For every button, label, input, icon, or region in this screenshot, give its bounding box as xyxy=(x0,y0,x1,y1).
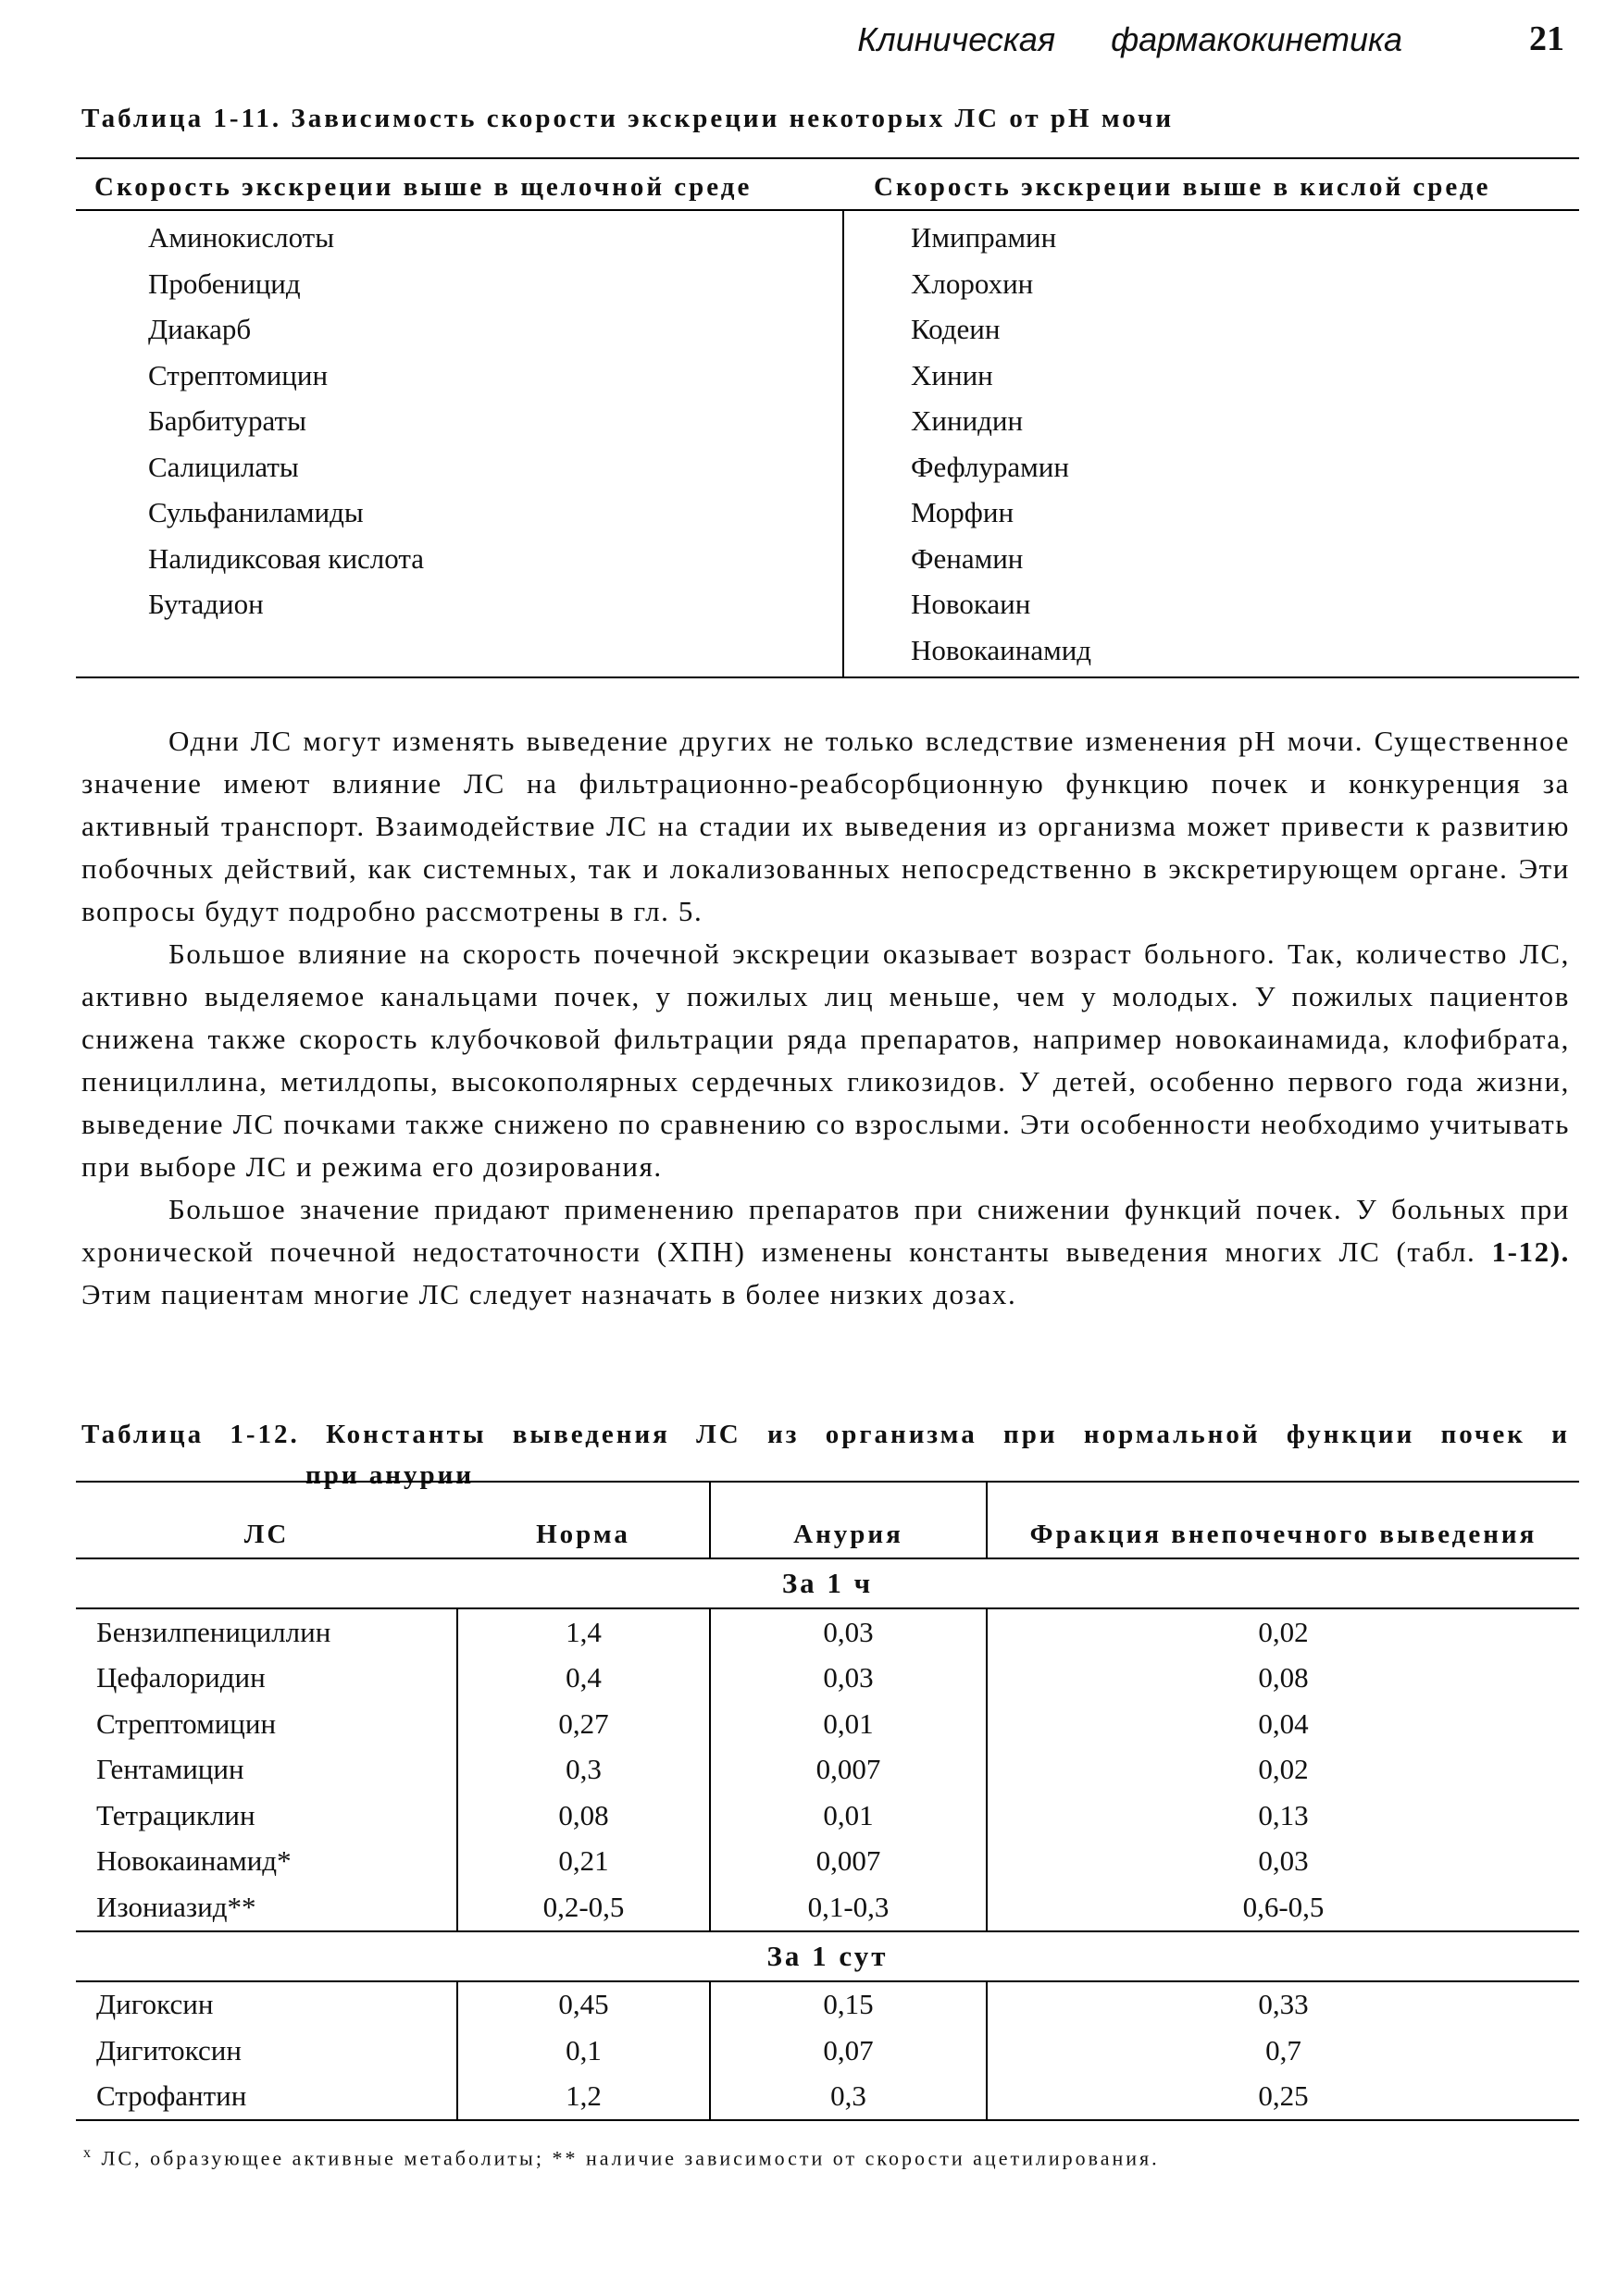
drug-list-item: Салицилаты xyxy=(148,450,299,483)
value-cell: 0,01 xyxy=(710,1701,987,1747)
drug-list-item: Кодеин xyxy=(911,313,1001,345)
drug-list-item: Аминокислоты xyxy=(148,221,335,254)
value-cell: 0,04 xyxy=(987,1701,1579,1747)
table-row xyxy=(76,1793,1579,1839)
value-cell: 0,1-0,3 xyxy=(710,1884,987,1931)
table-rule xyxy=(76,676,1579,678)
footnote-mark: x xyxy=(83,2145,93,2161)
body-text xyxy=(81,720,1570,1316)
acidic-column-header: Скорость экскреции выше в кислой среде xyxy=(874,172,1491,202)
drug-name-cell: Дигитоксин xyxy=(96,2033,242,2066)
table-1-11 xyxy=(76,159,1579,677)
alkaline-drug-list xyxy=(148,215,424,627)
running-title: Клиническая фармакокинетика xyxy=(857,20,1402,58)
drug-name-cell: Цефалоридин xyxy=(96,1661,266,1694)
table-row xyxy=(76,2028,1579,2074)
table-row xyxy=(76,2074,1579,2121)
value-cell: 0,45 xyxy=(457,1981,710,2029)
table-1-11-caption: Таблица 1-11. Зависимость скорости экскреции некоторых ЛС от рН мочи xyxy=(81,104,1175,133)
footnote xyxy=(83,2145,1160,2170)
column-divider xyxy=(842,209,844,677)
paragraph: Одни ЛС могут изменять выведение других не только вследствие изменения рН мочи. Существенное значение имеют влияние ЛС на фильтрационно-реабсорбционную функцию почек и конкуренция за активный транспорт. Взаимодействие ЛС на стадии их выведения из организма может привести к развитию побочных действий, как системных, так и локализованных непосредственно в экскретирующем органе. Эти вопросы будут подробно рассмотрены в гл. 5. xyxy=(81,725,1570,927)
drug-name-cell: Стрептомицин xyxy=(96,1706,277,1740)
drug-name-cell: Новокаинамид* xyxy=(96,1844,292,1878)
section-row xyxy=(76,1931,1579,1981)
value-cell: 0,1 xyxy=(457,2028,710,2074)
section-label: За 1 ч xyxy=(76,1558,1579,1608)
drug-list-item: Морфин xyxy=(911,496,1014,528)
value-cell: 0,3 xyxy=(457,1747,710,1793)
drug-list-item: Стрептомицин xyxy=(148,358,329,391)
table-reference: 1-12). xyxy=(1491,1235,1570,1268)
drug-name-cell: Дигоксин xyxy=(96,1988,214,2021)
value-cell: 0,2-0,5 xyxy=(457,1884,710,1931)
value-cell: 0,01 xyxy=(710,1793,987,1839)
table-rule xyxy=(76,209,1579,211)
drug-list-item: Новокаин xyxy=(911,588,1031,620)
drug-list-item: Фефлурамин xyxy=(911,450,1069,483)
value-cell: 0,6-0,5 xyxy=(987,1884,1579,1931)
alkaline-column-header: Скорость экскреции выше в щелочной среде xyxy=(94,172,753,202)
table-1-12 xyxy=(76,1481,1579,2121)
drug-list-item: Хинидин xyxy=(911,404,1024,437)
header-extrarenal-fraction: Фракция внепочечного выведения xyxy=(987,1482,1579,1558)
value-cell: 0,25 xyxy=(987,2074,1579,2121)
value-cell: 1,2 xyxy=(457,2074,710,2121)
header-anuria: Анурия xyxy=(710,1482,987,1558)
table-1-12-caption: Таблица 1-12. Константы выведения ЛС из организма при нормальной функции почек и xyxy=(81,1420,1570,1449)
table-1-12-caption-line2: при анурии xyxy=(305,1460,475,1490)
drug-list-item: Диакарб xyxy=(148,313,252,345)
running-header xyxy=(0,20,1564,67)
drug-list-item: Хинин xyxy=(911,358,993,391)
value-cell: 0,08 xyxy=(457,1793,710,1839)
header-normal: Норма xyxy=(457,1482,710,1558)
drug-list-item: Пробеницид xyxy=(148,267,301,300)
value-cell: 0,07 xyxy=(710,2028,987,2074)
page-number: 21 xyxy=(1529,19,1564,58)
value-cell: 0,4 xyxy=(457,1656,710,1702)
table-row xyxy=(76,1839,1579,1885)
table-row xyxy=(76,1701,1579,1747)
drug-list-item: Барбитураты xyxy=(148,404,306,437)
paragraph xyxy=(81,1188,1570,1316)
value-cell: 0,3 xyxy=(710,2074,987,2121)
drug-name-cell: Строфантин xyxy=(76,2074,457,2121)
value-cell: 0,33 xyxy=(987,1981,1579,2029)
value-cell: 0,15 xyxy=(710,1981,987,2029)
value-cell: 0,03 xyxy=(710,1656,987,1702)
section-row xyxy=(76,1558,1579,1608)
drug-name-cell: Изониазид** xyxy=(76,1884,457,1931)
value-cell: 0,02 xyxy=(987,1747,1579,1793)
value-cell: 1,4 xyxy=(457,1608,710,1656)
value-cell: 0,03 xyxy=(710,1608,987,1656)
drug-name-cell: Бензилпенициллин xyxy=(96,1615,331,1648)
acidic-drug-list xyxy=(911,215,1091,673)
table-row xyxy=(76,1981,1579,2029)
value-cell: 0,03 xyxy=(987,1839,1579,1885)
value-cell: 0,13 xyxy=(987,1793,1579,1839)
value-cell: 0,08 xyxy=(987,1656,1579,1702)
table-row xyxy=(76,1884,1579,1931)
header-drug: ЛС xyxy=(76,1482,457,1558)
drug-list-item: Хлорохин xyxy=(911,267,1034,300)
table-row xyxy=(76,1656,1579,1702)
drug-name-cell: Тетрациклин xyxy=(96,1798,255,1831)
value-cell: 0,21 xyxy=(457,1839,710,1885)
value-cell: 0,007 xyxy=(710,1747,987,1793)
drug-list-item: Новокаинамид xyxy=(911,633,1092,666)
paragraph: Большое влияние на скорость почечной экскреции оказывает возраст больного. Так, количество ЛС, активно выделяемое канальцами почек, у пожилых лиц меньше, чем у молодых. У пожилых пациентов снижена также скорость клубочковой фильтрации ряда препаратов, например новокаинамида, клофибрата, пенициллина, метилдопы, высокополярных сердечных гликозидов. У детей, особенно первого года жизни, выведение ЛС почками также снижено по сравнению со взрослыми. Эти особенности необходимо учитывать при выборе ЛС и режима его дозирования. xyxy=(81,937,1570,1183)
paragraph-text: Большое значение придают применению препаратов при снижении функций почек. У больных при хронической почечной недостаточности (ХПН) изменены константы выведения многих ЛС (табл. xyxy=(81,1193,1570,1268)
drug-list-item: Налидиксовая кислота xyxy=(148,541,425,575)
value-cell: 0,02 xyxy=(987,1608,1579,1656)
section-label: За 1 сут xyxy=(76,1931,1579,1981)
value-cell: 0,7 xyxy=(987,2028,1579,2074)
footnote-text: ЛС, образующее активные метаболиты; ** наличие зависимости от скорости ацетилирования. xyxy=(101,2146,1160,2170)
drug-list-item: Бутадион xyxy=(148,588,264,620)
table-row xyxy=(76,1608,1579,1656)
drug-name-cell: Гентамицин xyxy=(96,1753,244,1786)
value-cell: 0,27 xyxy=(457,1701,710,1747)
paragraph-text: Этим пациентам многие ЛС следует назначать в более низких дозах. xyxy=(81,1278,1017,1310)
value-cell: 0,007 xyxy=(710,1839,987,1885)
drug-list-item: Имипрамин xyxy=(911,221,1057,254)
drug-list-item: Фенамин xyxy=(911,541,1024,575)
drug-list-item: Сульфаниламиды xyxy=(148,496,364,528)
table-row xyxy=(76,1747,1579,1793)
